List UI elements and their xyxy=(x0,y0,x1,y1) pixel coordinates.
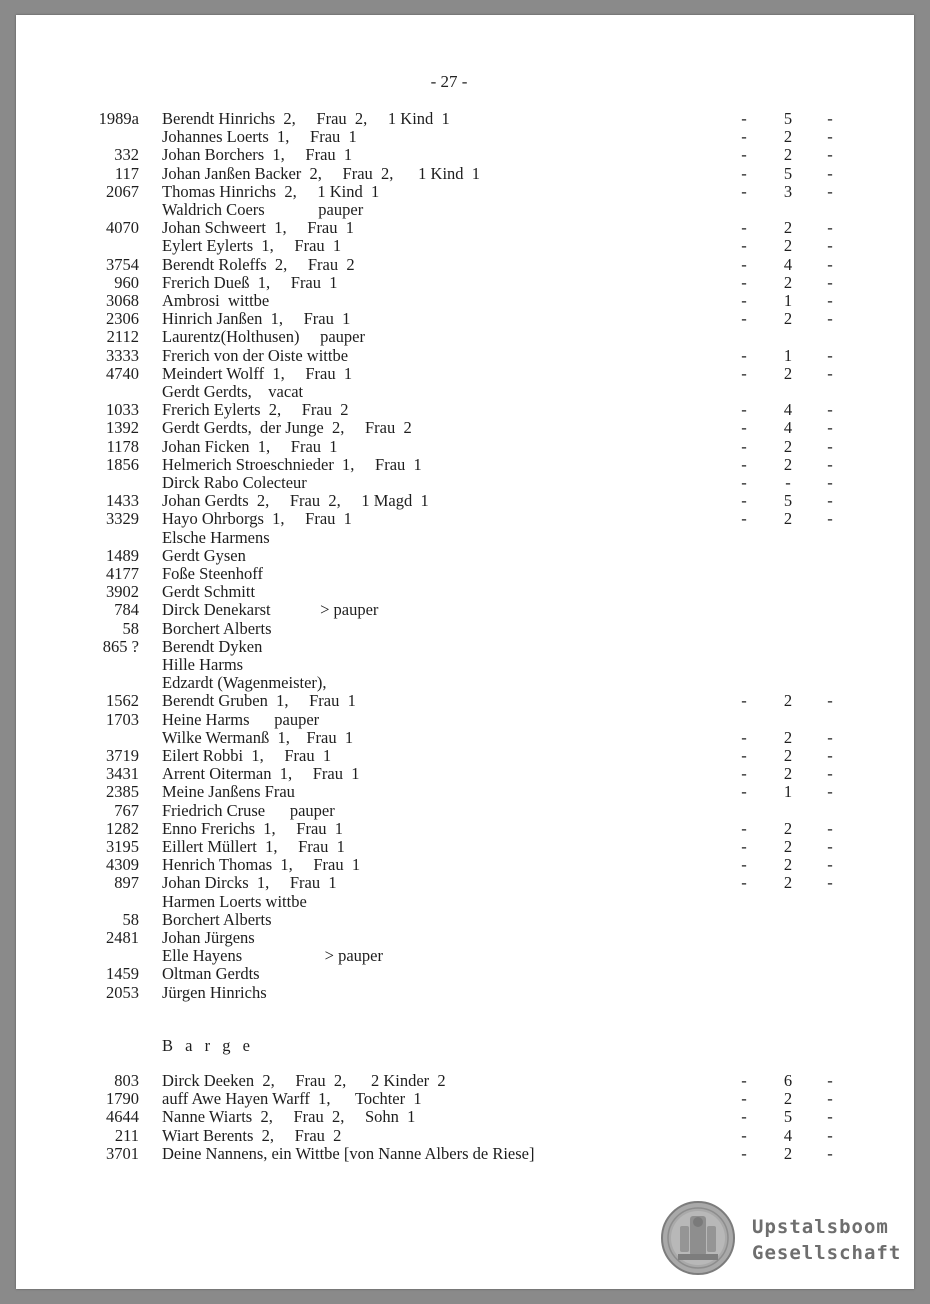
entry-col3: - xyxy=(827,1071,833,1090)
entry-name: Friedrich Cruse pauper xyxy=(162,800,335,820)
entry-number: 1989a xyxy=(98,109,139,128)
entry-col1: - xyxy=(741,236,747,256)
entry-col3: - xyxy=(827,873,833,893)
entry-number: 3333 xyxy=(106,345,139,365)
entry-col1: - xyxy=(741,145,747,165)
entry-count: 6 xyxy=(783,1071,793,1090)
entry-name: Gerdt Gerdts, der Junge 2, Frau 2 xyxy=(162,418,412,438)
entry-col1: - xyxy=(741,1107,747,1127)
entry-col1: - xyxy=(741,345,747,365)
entry-count: 5 xyxy=(783,491,793,511)
table-row xyxy=(0,911,930,929)
entry-col1: - xyxy=(741,218,747,238)
entry-count: 2 xyxy=(783,127,793,147)
entry-number: 3719 xyxy=(106,746,139,765)
entry-count: 3 xyxy=(783,181,793,201)
logo-text-line1: Upstalsboom xyxy=(752,1216,889,1238)
entry-col1: - xyxy=(741,254,747,274)
entry-col1: - xyxy=(741,491,747,511)
entry-col1: - xyxy=(741,181,747,201)
entry-count: 1 xyxy=(783,345,793,365)
table-row xyxy=(0,783,930,801)
table-row xyxy=(0,802,930,820)
entry-number: 865 ? xyxy=(102,636,139,656)
entry-col3: - xyxy=(827,491,833,511)
entry-col1: - xyxy=(741,291,747,310)
entry-count: 2 xyxy=(783,309,793,329)
table-row xyxy=(0,456,930,474)
entry-number: 784 xyxy=(114,600,139,620)
table-row xyxy=(0,765,930,783)
table-row xyxy=(0,638,930,656)
entry-name: Hinrich Janßen 1, Frau 1 xyxy=(162,309,351,329)
entry-col1: - xyxy=(741,746,747,765)
table-row xyxy=(0,838,930,856)
entry-col1: - xyxy=(741,727,747,747)
entry-col3: - xyxy=(827,818,833,838)
entry-name: Arrent Oiterman 1, Frau 1 xyxy=(162,764,360,784)
entry-col3: - xyxy=(827,1089,833,1109)
entry-col1: - xyxy=(741,782,747,802)
table-row xyxy=(0,620,930,638)
entry-name: Elle Hayens > pauper xyxy=(162,946,384,966)
entry-number: 960 xyxy=(114,272,139,292)
table-row xyxy=(0,1145,930,1163)
entry-col1: - xyxy=(741,163,747,183)
entry-name: Johan Ficken 1, Frau 1 xyxy=(162,436,338,456)
entry-col3: - xyxy=(827,1107,833,1127)
table-row xyxy=(0,219,930,237)
entry-number: 4309 xyxy=(106,855,139,875)
entry-count: 2 xyxy=(783,1089,793,1109)
entry-name: Ambrosi wittbe xyxy=(162,291,270,310)
entry-name: Johan Gerdts 2, Frau 2, 1 Magd 1 xyxy=(162,491,429,511)
entry-name: Hille Harms xyxy=(162,655,244,674)
entry-number: 3431 xyxy=(106,764,139,784)
table-row xyxy=(0,547,930,565)
entry-col1: - xyxy=(741,509,747,529)
entry-name: Elsche Harmens xyxy=(162,527,270,547)
table-row xyxy=(0,929,930,947)
entry-count: 2 xyxy=(783,436,793,456)
entry-name: Henrich Thomas 1, Frau 1 xyxy=(162,855,361,875)
entry-count: 2 xyxy=(783,837,793,856)
entry-name: Heine Harms pauper xyxy=(162,709,320,729)
table-row xyxy=(0,310,930,328)
entry-count: 2 xyxy=(783,1143,793,1163)
entry-number: 1033 xyxy=(106,400,139,420)
entry-col3: - xyxy=(827,145,833,165)
entry-number: 1790 xyxy=(106,1089,139,1109)
entry-count: 2 xyxy=(783,746,793,765)
table-row xyxy=(0,565,930,583)
entry-name: Johan Dircks 1, Frau 1 xyxy=(162,873,337,893)
entry-number: 1489 xyxy=(106,545,139,565)
entry-count: 1 xyxy=(783,782,793,802)
table-row xyxy=(0,820,930,838)
entry-number: 3902 xyxy=(106,582,139,602)
entry-name: Johan Borchers 1, Frau 1 xyxy=(162,145,353,165)
entry-col1: - xyxy=(741,109,747,128)
table-row xyxy=(0,1072,930,1090)
entry-number: 58 xyxy=(122,618,139,638)
entry-name: Wiart Berents 2, Frau 2 xyxy=(162,1125,342,1145)
entry-count: 2 xyxy=(783,509,793,529)
entry-count: 2 xyxy=(783,363,793,383)
entry-count: 2 xyxy=(783,218,793,238)
entry-name: Enno Frerichs 1, Frau 1 xyxy=(162,818,344,838)
entry-number: 117 xyxy=(114,163,139,183)
entry-col3: - xyxy=(827,163,833,183)
entry-name: Jürgen Hinrichs xyxy=(162,982,267,1002)
table-row xyxy=(0,893,930,911)
entry-count: 2 xyxy=(783,272,793,292)
entry-name: Frerich Eylerts 2, Frau 2 xyxy=(162,400,349,420)
entry-col3: - xyxy=(827,436,833,456)
table-row xyxy=(0,656,930,674)
table-row xyxy=(0,492,930,510)
entry-count: 5 xyxy=(783,163,793,183)
table-row xyxy=(0,692,930,710)
table-row xyxy=(0,474,930,492)
entry-col3: - xyxy=(827,837,833,856)
table-row xyxy=(0,601,930,619)
table-row xyxy=(0,965,930,983)
entry-number: 3701 xyxy=(106,1143,139,1163)
entry-col3: - xyxy=(827,345,833,365)
table-row xyxy=(0,984,930,1002)
entry-col3: - xyxy=(827,746,833,765)
entry-col3: - xyxy=(827,218,833,238)
table-row xyxy=(0,183,930,201)
entry-name: Harmen Loerts wittbe xyxy=(162,891,307,911)
entry-col3: - xyxy=(827,509,833,529)
entry-count: 4 xyxy=(783,400,793,420)
entry-col3: - xyxy=(827,1125,833,1145)
entry-name: Deine Nannens, ein Wittbe [von Nanne Albers de Riese] xyxy=(162,1143,535,1163)
entry-name: Helmerich Stroeschnieder 1, Frau 1 xyxy=(162,454,422,474)
entry-count: 4 xyxy=(783,254,793,274)
table-row xyxy=(0,347,930,365)
table-row xyxy=(0,747,930,765)
entry-name: Johannes Loerts 1, Frau 1 xyxy=(162,127,357,147)
entry-name: Nanne Wiarts 2, Frau 2, Sohn 1 xyxy=(162,1107,416,1127)
entry-count: 2 xyxy=(783,236,793,256)
entry-name: Berendt Hinrichs 2, Frau 2, 1 Kind 1 xyxy=(162,109,450,128)
entry-number: 767 xyxy=(114,800,139,820)
entry-number: 4740 xyxy=(106,363,139,383)
entry-name: Borchert Alberts xyxy=(162,618,272,638)
entry-number: 2481 xyxy=(106,928,139,947)
entry-count: 5 xyxy=(783,1107,793,1127)
entry-count: 4 xyxy=(783,1125,793,1145)
table-row xyxy=(0,146,930,164)
entry-col1: - xyxy=(741,855,747,875)
entry-number: 1392 xyxy=(106,418,139,438)
entry-number: 1562 xyxy=(106,691,139,711)
entry-number: 4177 xyxy=(106,564,139,583)
table-row xyxy=(0,292,930,310)
entry-number: 58 xyxy=(122,909,139,929)
entry-col3: - xyxy=(827,473,833,492)
entry-count: 2 xyxy=(783,691,793,711)
table-row xyxy=(0,438,930,456)
entry-number: 803 xyxy=(114,1071,139,1090)
entry-col3: - xyxy=(827,127,833,147)
table-row xyxy=(0,1090,930,1108)
table-row xyxy=(0,729,930,747)
table-row xyxy=(0,874,930,892)
table-row xyxy=(0,674,930,692)
entry-count: 2 xyxy=(783,145,793,165)
entry-name: Gerdt Schmitt xyxy=(162,582,256,602)
entry-name: Johan Schweert 1, Frau 1 xyxy=(162,218,355,238)
table-row xyxy=(0,419,930,437)
table-row xyxy=(0,856,930,874)
entry-col1: - xyxy=(741,400,747,420)
entry-number: 3195 xyxy=(106,837,139,856)
entry-name: Laurentz(Holthusen) pauper xyxy=(162,327,365,347)
table-row xyxy=(0,401,930,419)
entry-name: Johan Jürgens xyxy=(162,928,255,947)
entry-count: 2 xyxy=(783,454,793,474)
entry-col3: - xyxy=(827,1143,833,1163)
entry-col3: - xyxy=(827,109,833,128)
table-row xyxy=(0,256,930,274)
entry-name: Dirck Rabo Colecteur xyxy=(162,473,307,492)
entry-name: Gerdt Gysen xyxy=(162,545,246,565)
entry-name: auff Awe Hayen Warff 1, Tochter 1 xyxy=(162,1089,422,1109)
entry-name: Meine Janßens Frau xyxy=(162,782,295,802)
entry-col3: - xyxy=(827,691,833,711)
entry-name: Frerich von der Oiste wittbe xyxy=(162,345,349,365)
entry-col1: - xyxy=(741,1143,747,1163)
entry-count: 1 xyxy=(783,291,793,310)
entry-col3: - xyxy=(827,254,833,274)
entry-number: 2385 xyxy=(106,782,139,802)
entry-col1: - xyxy=(741,436,747,456)
entry-col3: - xyxy=(827,454,833,474)
page-number: - 27 - xyxy=(430,72,468,91)
table-row xyxy=(0,328,930,346)
entry-name: Berendt Roleffs 2, Frau 2 xyxy=(162,254,355,274)
entry-col3: - xyxy=(827,272,833,292)
entry-count: 2 xyxy=(783,818,793,838)
entry-col1: - xyxy=(741,272,747,292)
entry-col1: - xyxy=(741,764,747,784)
logo-text-line2: Gesellschaft xyxy=(752,1242,902,1264)
table-row xyxy=(0,237,930,255)
entry-number: 897 xyxy=(114,873,139,893)
entry-col3: - xyxy=(827,363,833,383)
entry-col1: - xyxy=(741,691,747,711)
table-row xyxy=(0,1127,930,1145)
entry-number: 1178 xyxy=(106,436,139,456)
entry-col1: - xyxy=(741,1071,747,1090)
entry-count: 5 xyxy=(783,109,793,128)
entry-col1: - xyxy=(741,363,747,383)
entry-number: 3329 xyxy=(106,509,139,529)
entry-col3: - xyxy=(827,181,833,201)
table-row xyxy=(0,1108,930,1126)
entry-number: 2067 xyxy=(106,181,139,201)
entry-count: 2 xyxy=(783,855,793,875)
entry-name: Meindert Wolff 1, Frau 1 xyxy=(162,363,353,383)
table-row xyxy=(0,165,930,183)
table-row xyxy=(0,128,930,146)
entry-name: Eillert Müllert 1, Frau 1 xyxy=(162,837,345,856)
entry-number: 332 xyxy=(114,145,139,165)
entry-col3: - xyxy=(827,418,833,438)
entry-number: 3068 xyxy=(106,291,139,310)
entry-number: 2112 xyxy=(106,327,139,347)
table-row xyxy=(0,510,930,528)
entry-number: 1856 xyxy=(106,454,139,474)
entry-col3: - xyxy=(827,236,833,256)
table-row xyxy=(0,274,930,292)
table-row xyxy=(0,583,930,601)
entry-col3: - xyxy=(827,782,833,802)
entry-number: 3754 xyxy=(106,254,139,274)
entry-col1: - xyxy=(741,454,747,474)
entry-name: Eylert Eylerts 1, Frau 1 xyxy=(162,236,342,256)
entry-col1: - xyxy=(741,873,747,893)
entry-col3: - xyxy=(827,291,833,310)
entry-count: 2 xyxy=(783,727,793,747)
entry-col1: - xyxy=(741,309,747,329)
entry-name: Johan Janßen Backer 2, Frau 2, 1 Kind 1 xyxy=(162,163,481,183)
upstalsboom-logo xyxy=(660,1200,910,1278)
table-row xyxy=(0,383,930,401)
entry-col1: - xyxy=(741,818,747,838)
entry-count: - xyxy=(785,473,791,492)
entry-name: Berendt Dyken xyxy=(162,636,263,656)
table-row xyxy=(0,365,930,383)
entry-col1: - xyxy=(741,473,747,492)
entry-count: 4 xyxy=(783,418,793,438)
entry-number: 4644 xyxy=(106,1107,139,1127)
entry-number: 1282 xyxy=(106,818,139,838)
entry-name: Eilert Robbi 1, Frau 1 xyxy=(162,746,332,765)
entry-name: Waldrich Coers pauper xyxy=(162,200,364,219)
entry-col1: - xyxy=(741,127,747,147)
entry-number: 1459 xyxy=(106,964,139,984)
entry-col3: - xyxy=(827,309,833,329)
table-row xyxy=(0,947,930,965)
table-row xyxy=(0,201,930,219)
entry-name: Hayo Ohrborgs 1, Frau 1 xyxy=(162,509,352,529)
entry-name: Borchert Alberts xyxy=(162,909,272,929)
entry-count: 2 xyxy=(783,873,793,893)
entry-col1: - xyxy=(741,1125,747,1145)
table-row xyxy=(0,711,930,729)
entry-number: 211 xyxy=(114,1125,139,1145)
table-row xyxy=(0,110,930,128)
entry-col1: - xyxy=(741,837,747,856)
entry-name: Edzardt (Wagenmeister), xyxy=(162,673,327,693)
entry-col3: - xyxy=(827,855,833,875)
entry-number: 1703 xyxy=(106,709,139,729)
seal-icon xyxy=(660,1200,736,1276)
entry-col3: - xyxy=(827,727,833,747)
entry-col3: - xyxy=(827,400,833,420)
entry-name: Oltman Gerdts xyxy=(162,964,260,984)
entry-col1: - xyxy=(741,1089,747,1109)
entry-count: 2 xyxy=(783,764,793,784)
entry-number: 4070 xyxy=(106,218,139,238)
entry-name: Gerdt Gerdts, vacat xyxy=(162,382,304,401)
entry-name: Dirck Deeken 2, Frau 2, 2 Kinder 2 xyxy=(162,1071,446,1090)
entry-name: Dirck Denekarst > pauper xyxy=(162,600,379,620)
entry-number: 1433 xyxy=(106,491,139,511)
entry-name: Berendt Gruben 1, Frau 1 xyxy=(162,691,356,711)
entry-name: Foße Steenhoff xyxy=(162,564,263,583)
entry-number: 2053 xyxy=(106,982,139,1002)
entry-number: 2306 xyxy=(106,309,139,329)
entry-col1: - xyxy=(741,418,747,438)
entry-name: Wilke Wermanß 1, Frau 1 xyxy=(162,727,354,747)
table-row xyxy=(0,529,930,547)
entry-name: Thomas Hinrichs 2, 1 Kind 1 xyxy=(162,181,380,201)
entry-col3: - xyxy=(827,764,833,784)
section-title-barge: B a r g e xyxy=(162,1036,254,1055)
entry-name: Frerich Dueß 1, Frau 1 xyxy=(162,272,338,292)
